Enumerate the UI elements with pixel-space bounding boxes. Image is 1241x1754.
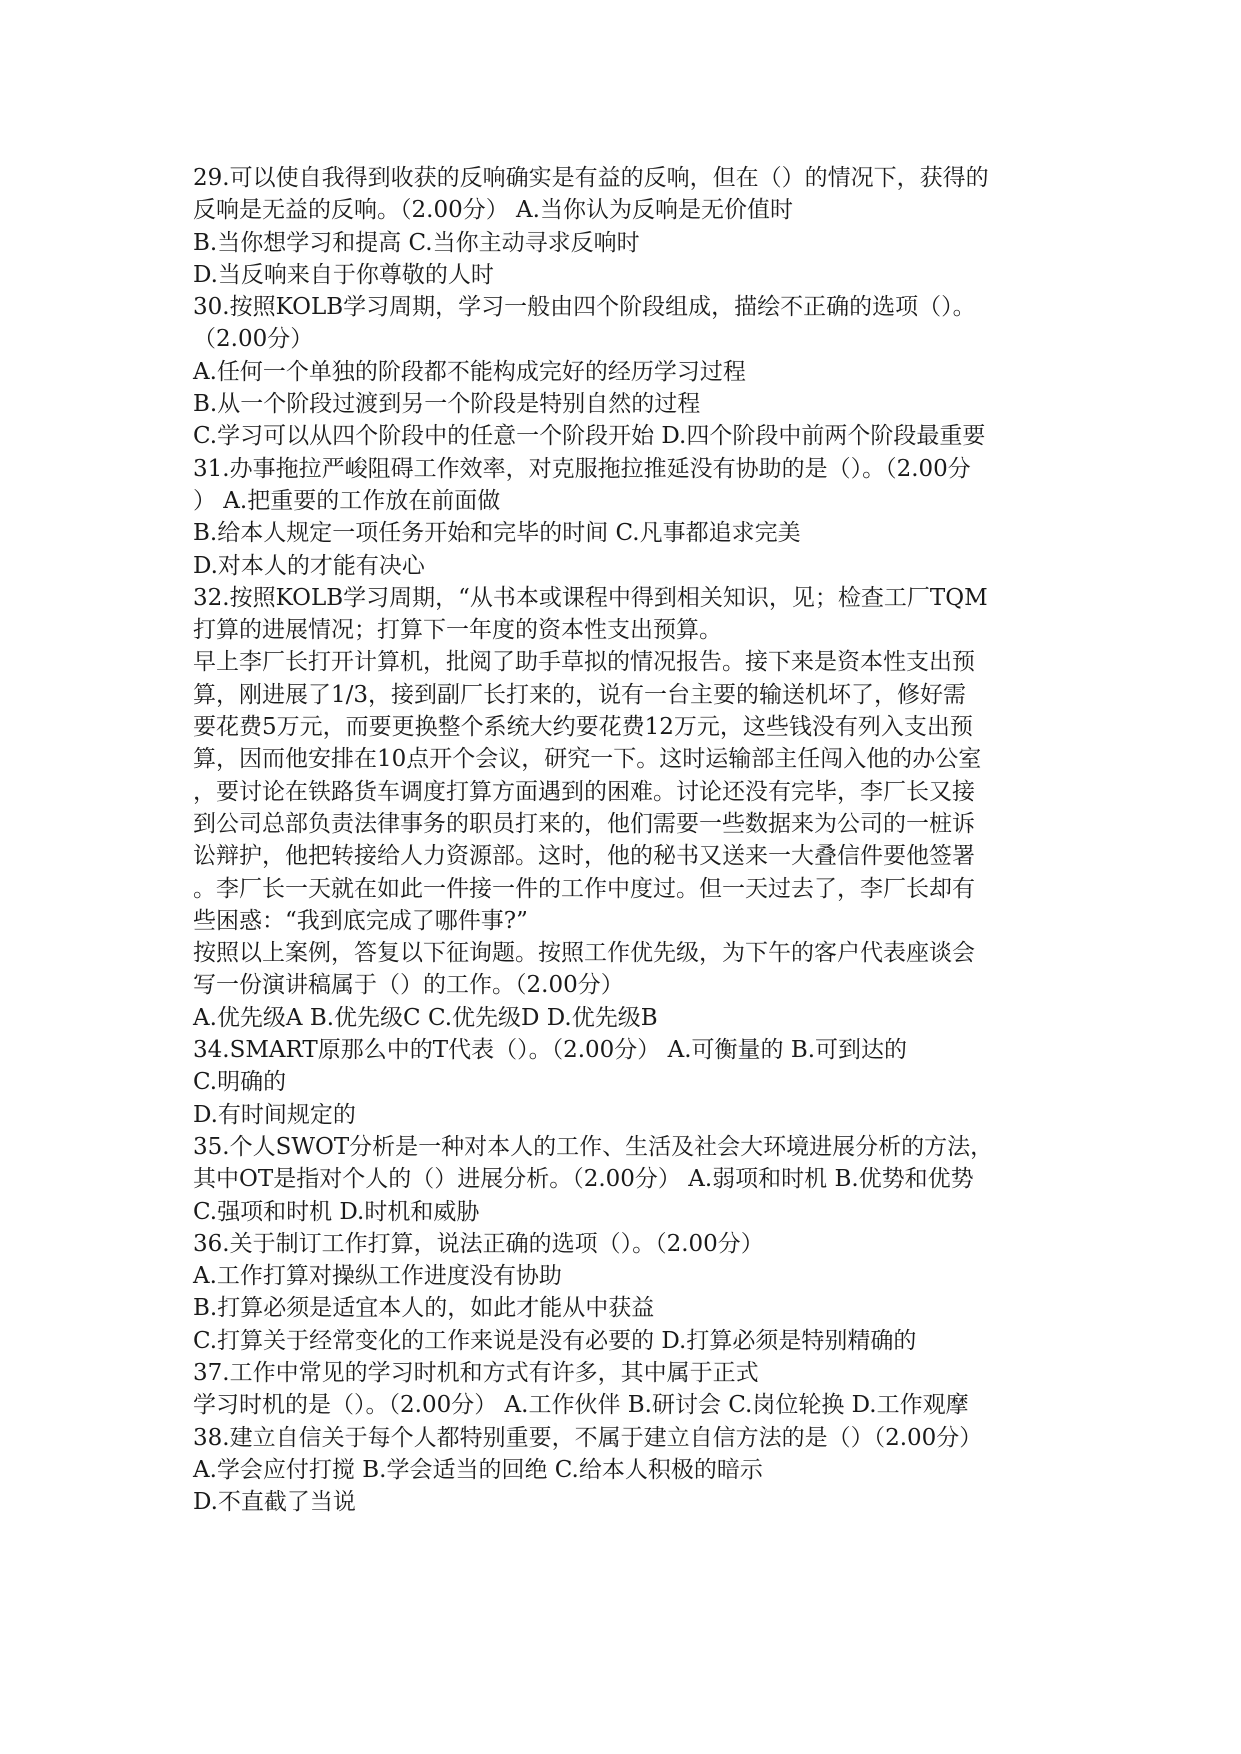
- text-line: 31.办事拖拉严峻阻碍工作效率，对克服拖拉推延没有协助的是（）。（2.00分: [193, 455, 971, 482]
- text-line: B.给本人规定一项任务开始和完毕的时间 C.凡事都追求完美: [193, 520, 801, 547]
- text-line: A.任何一个单独的阶段都不能构成完好的经历学习过程: [193, 358, 746, 385]
- text-line: 38.建立自信关于每个人都特别重要，不属于建立自信方法的是（）（2.00分）: [193, 1424, 983, 1451]
- text-line: （2.00分）: [193, 326, 314, 353]
- text-line: 29.可以使自我得到收获的反响确实是有益的反响，但在（）的情况下，获得的: [193, 165, 989, 191]
- text-line: 37.工作中常见的学习时机和方式有许多，其中属于正式: [193, 1359, 759, 1386]
- text-line: 要花费5万元，而要更换整个系统大约要花费12万元，这些钱没有列入支出预: [193, 714, 973, 741]
- text-line: 算，因而他安排在10点开个会议，研究一下。这时运输部主任闯入他的办公室: [193, 746, 982, 773]
- text-line: A.学会应付打搅 B.学会适当的回绝 C.给本人积极的暗示: [193, 1456, 763, 1483]
- document-body: [193, 162, 1073, 1518]
- text-line: B.当你想学习和提高 C.当你主动寻求反响时: [193, 229, 640, 256]
- text-line: 反响是无益的反响。（2.00分） A.当你认为反响是无价值时: [193, 197, 793, 224]
- text-line: D.对本人的才能有决心: [193, 552, 425, 579]
- text-line: 到公司总部负责法律事务的职员打来的，他们需要一些数据来为公司的一桩诉: [193, 810, 975, 837]
- text-line: B.从一个阶段过渡到另一个阶段是特别自然的过程: [193, 391, 701, 418]
- text-line: 。李厂长一天就在如此一件接一件的工作中度过。但一天过去了，李厂长却有: [193, 875, 975, 902]
- text-line: 35.个人SWOT分析是一种对本人的工作、生活及社会大环境进展分析的方法，: [193, 1133, 994, 1160]
- text-line: D.有时间规定的: [193, 1101, 356, 1128]
- text-line: 其中OT是指对个人的（）进展分析。（2.00分） A.弱项和时机 B.优势和优势: [193, 1166, 974, 1193]
- text-line: 学习时机的是（）。（2.00分） A.工作伙伴 B.研讨会 C.岗位轮换 D.工作观摩: [193, 1392, 969, 1419]
- text-line: D.当反响来自于你尊敬的人时: [193, 261, 494, 288]
- text-line: D.不直截了当说: [193, 1489, 356, 1516]
- text-line: 算，刚进展了1/3，接到副厂长打来的，说有一台主要的输送机坏了，修好需: [193, 681, 967, 708]
- text-line: C.强项和时机 D.时机和威胁: [193, 1198, 480, 1225]
- text-line: B.打算必须是适宜本人的，如此才能从中获益: [193, 1295, 655, 1322]
- text-line: ） A.把重要的工作放在前面做: [193, 487, 501, 514]
- text-line: ，要讨论在铁路货车调度打算方面遇到的困难。讨论还没有完毕，李厂长又接: [193, 778, 975, 805]
- text-line: 30.按照KOLB学习周期，学习一般由四个阶段组成，描绘不正确的选项（）。: [193, 294, 976, 321]
- text-line: C.学习可以从四个阶段中的任意一个阶段开始 D.四个阶段中前两个阶段最重要: [193, 423, 986, 450]
- text-line: 讼辩护，他把转接给人力资源部。这时，他的秘书又送来一大叠信件要他签署: [193, 843, 975, 870]
- text-line: 打算的进展情况；打算下一年度的资本性支出预算。: [193, 617, 722, 644]
- text-line: 按照以上案例，答复以下征询题。按照工作优先级，为下午的客户代表座谈会: [193, 940, 975, 967]
- text-line: C.打算关于经常变化的工作来说是没有必要的 D.打算必须是特别精确的: [193, 1327, 917, 1354]
- text-line: A.工作打算对操纵工作进度没有协助: [193, 1263, 562, 1290]
- text-line: 写一份演讲稿属于（）的工作。（2.00分）: [193, 972, 624, 999]
- text-line: A.优先级A B.优先级C C.优先级D D.优先级B: [193, 1004, 658, 1031]
- text-line: 早上李厂长打开计算机，批阅了助手草拟的情况报告。接下来是资本性支出预: [193, 649, 975, 676]
- text-line: 些困惑：“我到底完成了哪件事?”: [193, 907, 528, 934]
- text-line: 32.按照KOLB学习周期，“从书本或课程中得到相关知识，见；检查工厂TQM: [193, 584, 988, 611]
- text-line: 36.关于制订工作打算，说法正确的选项（）。（2.00分）: [193, 1230, 764, 1257]
- text-line: C.明确的: [193, 1069, 287, 1096]
- text-line: 34.SMART原那么中的T代表（）。（2.00分） A.可衡量的 B.可到达的: [193, 1037, 908, 1064]
